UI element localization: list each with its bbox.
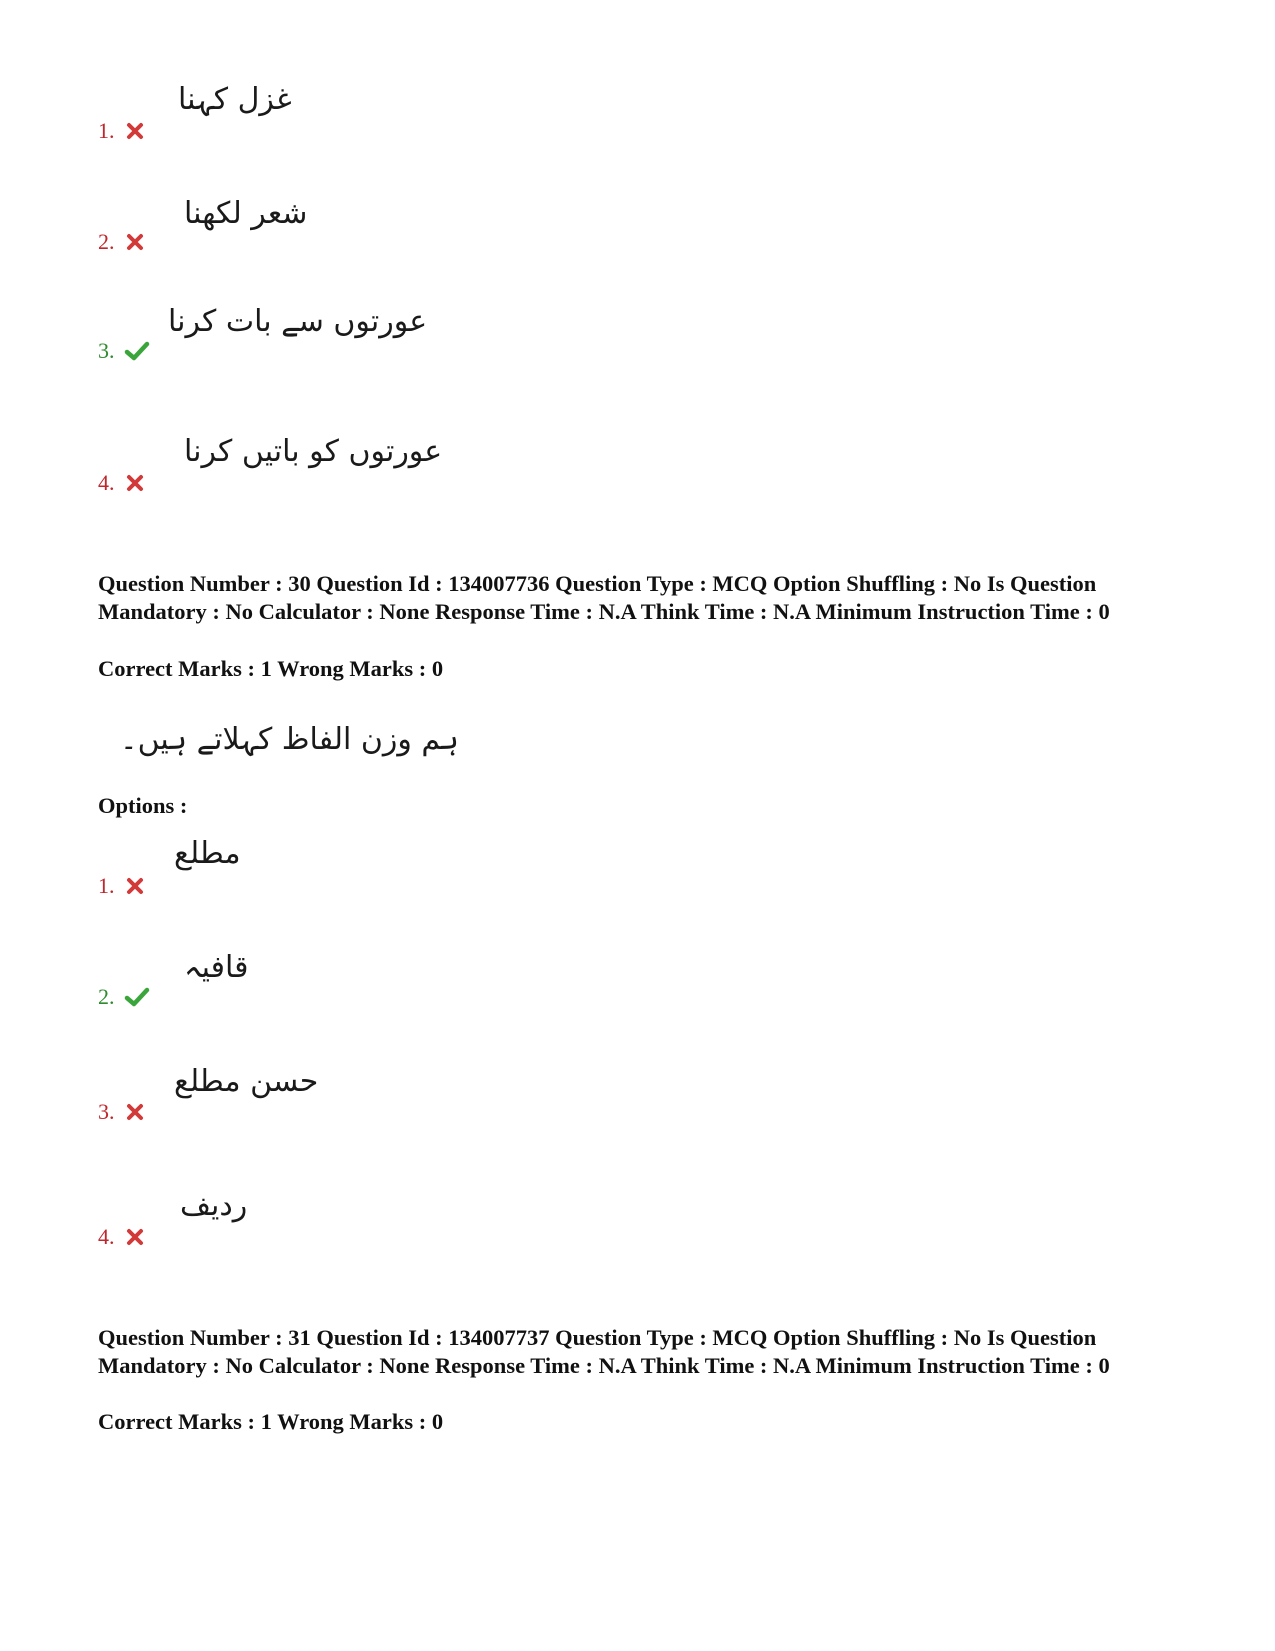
option-number: 2.: [98, 229, 115, 254]
option-item: [98, 1099, 144, 1125]
option-number: 1.: [98, 873, 115, 898]
check-icon: [124, 340, 150, 362]
option-number: 1.: [98, 118, 115, 143]
option-text: قافیہ: [184, 950, 249, 985]
option-item: [98, 873, 144, 899]
option-text: مطلع: [174, 836, 241, 871]
option-item: [98, 229, 144, 255]
cross-icon: [126, 877, 144, 895]
options-label: Options :: [98, 793, 188, 818]
option-item: [98, 1224, 144, 1250]
question-marks: Correct Marks : 1 Wrong Marks : 0: [98, 1409, 444, 1434]
option-item: [98, 470, 144, 496]
option-text: ردیف: [180, 1188, 248, 1223]
option-number: 3.: [98, 1099, 115, 1124]
option-number: 4.: [98, 1224, 115, 1249]
option-text: شعر لکھنا: [184, 196, 308, 231]
option-number: 3.: [98, 338, 115, 363]
option-text: عورتوں کو باتیں کرنا: [184, 434, 443, 469]
option-item: [98, 984, 150, 1010]
question-marks: Correct Marks : 1 Wrong Marks : 0: [98, 656, 444, 681]
option-number: 4.: [98, 470, 115, 495]
cross-icon: [126, 1228, 144, 1246]
option-text: حسن مطلع: [174, 1064, 319, 1099]
cross-icon: [126, 233, 144, 251]
question-meta: Question Number : 31 Question Id : 134007737 Question Type : MCQ Option Shuffling : No Is Question Mandatory : No Calculator : None Response Time : N.A Think Time : N.A Minimum Instruction Time : 0: [98, 1325, 1110, 1378]
option-item: [98, 118, 144, 144]
question-text: ہم وزن الفاظ کہلاتے ہیں۔: [120, 722, 459, 757]
question-meta: Question Number : 30 Question Id : 134007736 Question Type : MCQ Option Shuffling : No Is Question Mandatory : No Calculator : None Response Time : N.A Think Time : N.A Minimum Instruction Time : 0: [98, 571, 1110, 624]
option-text: عورتوں سے بات کرنا: [168, 304, 428, 339]
cross-icon: [126, 474, 144, 492]
cross-icon: [126, 122, 144, 140]
option-item: [98, 338, 150, 364]
option-text: غزل کہنا: [178, 82, 292, 117]
check-icon: [124, 986, 150, 1008]
option-number: 2.: [98, 984, 115, 1009]
cross-icon: [126, 1103, 144, 1121]
